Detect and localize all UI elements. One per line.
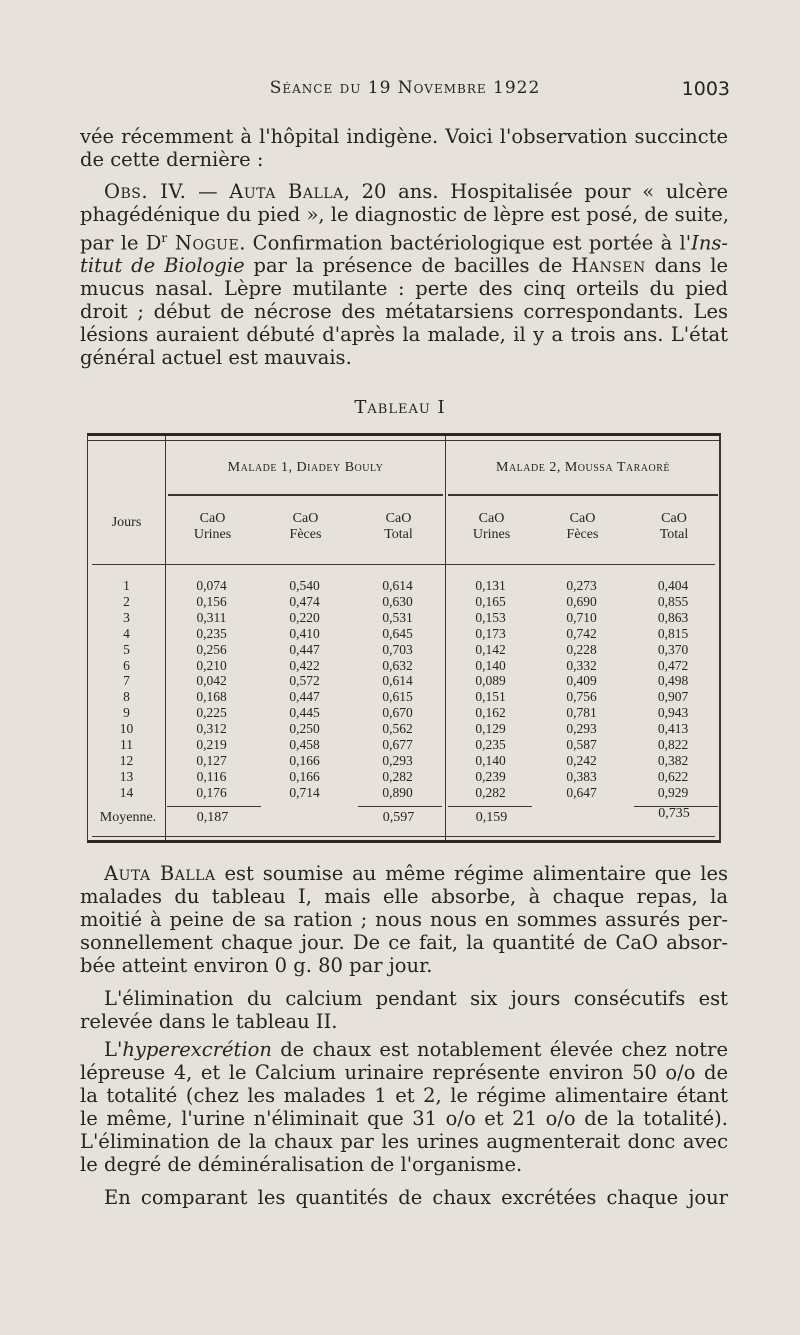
column-header-m1-total: CaO Total [384,511,413,542]
text-line: moitié à peine de sa ration ; nous nous en sommes assurés per- [80,907,728,931]
table-cell: 0,140 [475,657,506,673]
moyenne-label: Moyenne. [99,810,157,825]
paragraph-intro [80,126,728,172]
text-line: relevée dans le tableau II. [80,1009,338,1033]
table-cell: 0,645 [382,625,413,641]
table-cell: 0,140 [475,752,506,768]
text-line: général actuel est mauvais. [80,345,352,369]
table-cell: 0,630 [382,593,413,609]
table-cell: 0,710 [566,609,597,625]
table-cell: 0,714 [289,784,320,800]
patient-name: Auta Balla [104,862,216,885]
column-m2-urines [445,578,536,801]
table-cell: 0,447 [289,641,320,657]
table-cell: 0,756 [566,689,597,705]
column-header-m2-urines: CaO Urines [472,511,511,542]
group-header-malade-2: Malade 2, Moussa Taraoré [496,460,670,475]
paragraph-comparaison [80,1187,728,1210]
paragraph-regime [80,863,728,978]
table-cell: 0,929 [657,784,689,800]
table-cell: 12 [119,752,134,768]
moyenne-m2-total: 0,735 [658,806,690,821]
column-m2-total [627,578,719,801]
table-cell: 2 [123,593,130,609]
text-line: la totalité (chez les malades 1 et 2, le régime alimentaire étant [80,1083,728,1107]
table-cell: 0,131 [475,578,506,593]
table-cell: 0,382 [657,752,689,768]
text-line: malades du tableau I, mais elle absorbe, à chaque repas, la [80,884,728,908]
moyenne-m1-total: 0,597 [382,810,415,825]
table-cell: 0,540 [289,578,320,593]
table-cell: 0,498 [657,673,689,689]
table-cell: 0,907 [657,689,689,705]
page-header [80,78,730,104]
group-header-malade-1: Malade 1, Diadey Bouly [227,460,384,475]
page-number: 1003 [681,78,730,100]
table-cell: 0,116 [196,768,227,784]
table-cell: 1 [123,578,130,593]
table-caption: Tableau I [354,397,446,418]
table-cell: 0,413 [657,721,689,737]
table-rule [92,836,715,837]
column-header-m2-total: CaO Total [659,511,689,542]
table-cell: 0,228 [566,641,597,657]
table-cell: 0,074 [196,578,227,593]
text-line: lépreuse 4, et le Calcium urinaire représente environ 50 o/o de [80,1060,728,1084]
table-cell: 0,587 [566,737,597,753]
table-cell: 0,165 [475,593,506,609]
obs-label: Obs. IV. [104,180,187,203]
table-cell: 0,235 [196,625,227,641]
doctor-name: Nogue [167,231,240,255]
table-cell: 0,256 [196,641,227,657]
table-cell: 0,742 [566,625,597,641]
table-cell: 0,151 [475,689,506,705]
table-rule [448,806,532,807]
table-cell: 0,703 [382,641,413,657]
column-header-m1-urines: CaO Urines [193,511,232,542]
table-cell: 0,273 [566,578,597,593]
table-rule [448,494,718,496]
text-line: lésions auraient débuté d'après la malade, il y a trois ans. L'état [80,322,728,346]
table-cell: 0,410 [289,625,320,641]
text-line: de cette dernière : [80,147,264,171]
text-line: vée récemment à l'hôpital indigène. Voici l'observation succincte [80,125,728,148]
moyenne-m2-urines: 0,159 [475,810,508,825]
table-cell: 0,677 [382,737,413,753]
text-line: Auta Balla est soumise au même régime alimentaire que les [104,862,728,885]
column-header-m2-feces: CaO Fèces [566,511,599,542]
moyenne-m1-urines: 0,187 [196,810,229,825]
table-cell: 11 [120,737,133,753]
table-cell: 3 [123,609,130,625]
table-cell: 0,293 [566,721,597,737]
table-cell: 0,458 [289,737,320,753]
table-cell: 0,311 [196,609,227,625]
table-cell: 0,445 [289,705,320,721]
table-cell: 0,129 [475,721,506,737]
table-cell: 0,474 [289,593,320,609]
table-cell: 0,409 [566,673,597,689]
table-cell: 0,615 [382,689,413,705]
paragraph-elimination [80,988,728,1034]
table-cell: 0,370 [657,641,689,657]
table-cell: 0,404 [657,578,689,593]
table-cell: 0,089 [475,673,506,689]
table-cell: 0,562 [382,721,413,737]
table-cell: 13 [119,768,134,784]
table-cell: 0,225 [196,705,227,721]
column-m1-total [351,578,444,801]
table-cell: 0,176 [196,784,227,800]
table-cell: 0,153 [475,609,506,625]
table-cell: 0,781 [566,705,597,721]
table-cell: 10 [119,721,134,737]
text-line: bée atteint environ 0 g. 80 par jour. [80,953,433,977]
table-rule [167,806,261,807]
table-cell: 0,383 [566,768,597,784]
text-line: mucus nasal. Lèpre mutilante : perte des cinq orteils du pied [80,277,728,301]
table-cell: 0,332 [566,657,597,673]
table-cell: 0,822 [657,737,689,753]
table-cell: 0,293 [382,752,413,768]
table-cell: 0,890 [382,784,413,800]
table-cell: 0,447 [289,689,320,705]
table-cell: 0,815 [657,625,689,641]
table-cell: 0,042 [196,673,227,689]
table-rule [88,440,719,441]
column-m2-feces [536,578,627,801]
table-cell: 0,219 [196,737,227,753]
column-days [88,578,165,801]
table-rule [92,564,715,565]
table-cell: 0,690 [566,593,597,609]
table-cell: 0,250 [289,721,320,737]
table-cell: 0,235 [475,737,506,753]
table-rule [358,806,442,807]
table-cell: 14 [119,784,134,800]
paragraph-observation [80,181,728,370]
bacillus-name: Hansen [571,254,646,278]
table-cell: 0,127 [196,752,227,768]
table-cell: 0,572 [289,673,320,689]
text-line: le même, l'urine n'éliminait que 31 o/o et 21 o/o de la totalité). [80,1106,728,1130]
text-line: L'élimination du calcium pendant six jours consécutifs est [104,987,728,1010]
text-line: Obs. IV. — Auta Balla, 20 ans. Hospitalisée pour « ulcère [104,180,728,203]
table-rule [168,494,443,496]
column-header-m1-feces: CaO Fèces [289,511,322,542]
table-cell: 0,622 [657,768,689,784]
table-cell: 0,855 [657,593,689,609]
table-cell: 9 [123,705,130,721]
paragraph-hyperexcretion [80,1039,728,1176]
table-cell: 0,210 [196,657,227,673]
text-line: L'élimination de la chaux par les urines augmenterait donc avec [80,1129,728,1153]
table-cell: 0,173 [475,625,506,641]
table-cell: 0,422 [289,657,320,673]
table-cell: 0,162 [475,705,506,721]
table-cell: 5 [123,641,130,657]
table-cell: 0,614 [382,673,413,689]
text-line: par le $D^r$ Nogue. Confirmation bactériologique est portée à l'Ins- [80,230,728,255]
table-cell: 0,166 [289,752,320,768]
table-cell: 0,220 [289,609,320,625]
text-line: En comparant les quantités de chaux excrétées chaque jour [104,1186,728,1209]
table-cell: 0,531 [382,609,413,625]
table-cell: 0,242 [566,752,597,768]
table-cell: 0,282 [382,768,413,784]
table-cell: 0,168 [196,689,227,705]
table-cell: 6 [123,657,130,673]
table-cell: 8 [123,689,130,705]
column-header-jours: Jours [111,515,142,530]
text-line: sonnellement chaque jour. De ce fait, la quantité de CaO absor- [80,930,728,954]
table-cell: 0,239 [475,768,506,784]
text-line: titut de Biologie par la présence de bacilles de Hansen dans le [80,254,728,278]
table-cell: 0,670 [382,705,413,721]
patient-name: Auta Balla [229,180,344,203]
table-cell: 0,647 [566,784,597,800]
text-line: le degré de déminéralisation de l'organisme. [80,1152,523,1176]
table-cell: 0,614 [382,578,413,593]
table-cell: 0,863 [657,609,689,625]
text-line: phagédénique du pied », le diagnostic de lèpre est posé, de suite, [80,202,729,226]
table-cell: 0,632 [382,657,413,673]
table-cell: 4 [123,625,130,641]
table-cell: 0,156 [196,593,227,609]
table-cell: 7 [123,673,130,689]
text-line: L'hyperexcrétion de chaux est notablement élevée chez notre [104,1038,728,1061]
column-m1-urines [165,578,258,801]
running-title: Séance du 19 Novembre 1922 [269,78,541,98]
table-cell: 0,472 [657,657,689,673]
text-line: droit ; début de nécrose des métatarsiens correspondants. Les [80,300,728,324]
table-cell: 0,943 [657,705,689,721]
column-m1-feces [258,578,351,801]
table-cell: 0,142 [475,641,506,657]
table-cell: 0,166 [289,768,320,784]
table-cell: 0,312 [196,721,227,737]
table-cell: 0,282 [475,784,506,800]
